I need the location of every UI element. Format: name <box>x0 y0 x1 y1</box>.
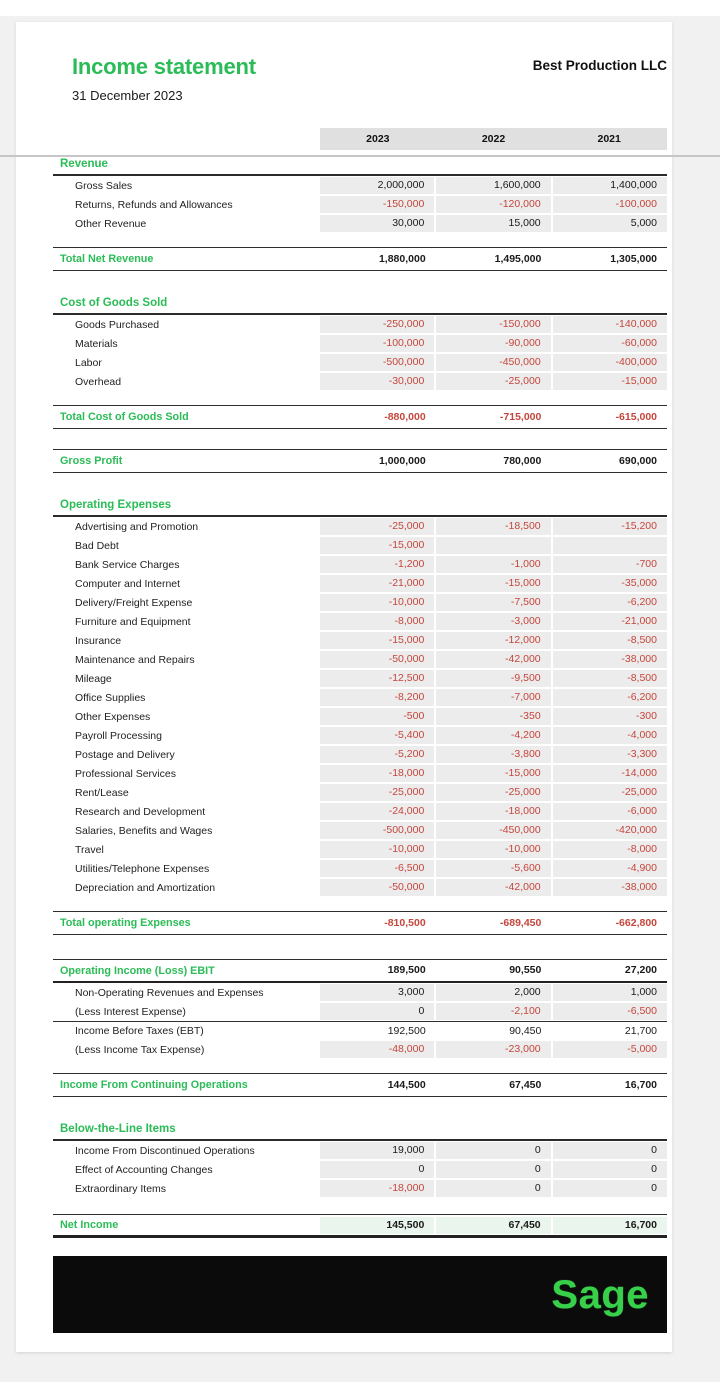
value-cell: -6,000 <box>551 803 667 820</box>
row-values <box>320 1215 667 1235</box>
value-cell: -700 <box>551 556 667 573</box>
value-cell: -420,000 <box>551 822 667 839</box>
row-label: Delivery/Freight Expense <box>75 596 193 609</box>
value-cell: -4,000 <box>551 727 667 744</box>
value-cell: -48,000 <box>320 1041 434 1058</box>
value-cell: -810,500 <box>384 916 426 929</box>
value-cell: -21,000 <box>551 613 667 630</box>
value-cell: -8,000 <box>320 613 434 630</box>
value-cell: 144,500 <box>387 1078 426 1091</box>
row-values <box>320 517 667 536</box>
top-strip <box>0 0 720 16</box>
row-values <box>320 574 667 593</box>
value-cell: -2,100 <box>434 1003 550 1020</box>
row-label: Materials <box>75 337 118 350</box>
row-label: (Less Income Tax Expense) <box>75 1043 205 1056</box>
value-cell: 145,500 <box>320 1217 434 1234</box>
value-cell: -500,000 <box>320 354 434 371</box>
statement-row <box>53 745 667 764</box>
value-cell: -35,000 <box>551 575 667 592</box>
statement-row <box>53 195 667 214</box>
year-column-2022: 2022 <box>481 133 506 145</box>
value-cell: -12,500 <box>320 670 434 687</box>
year-column-2023: 2023 <box>366 133 390 145</box>
statement-row <box>53 911 667 935</box>
row-label: Furniture and Equipment <box>75 615 191 628</box>
row-label: Mileage <box>75 672 112 685</box>
value-cell: -3,800 <box>434 746 550 763</box>
value-cell: -10,000 <box>320 594 434 611</box>
value-cell: 0 <box>551 1180 667 1197</box>
statement-row <box>53 214 667 233</box>
value-cell: -50,000 <box>320 651 434 668</box>
value-cell: -400,000 <box>551 354 667 371</box>
value-cell: -23,000 <box>434 1041 550 1058</box>
value-cell: 3,000 <box>320 984 434 1001</box>
row-label: Extraordinary Items <box>75 1182 167 1195</box>
row-values <box>320 878 667 897</box>
statement-row <box>53 1021 667 1040</box>
row-values <box>320 214 667 233</box>
value-cell: 1,600,000 <box>434 177 550 194</box>
row-values <box>320 983 667 1002</box>
row-label: Professional Services <box>75 767 176 780</box>
value-cell: 690,000 <box>619 454 658 467</box>
statement-row <box>53 726 667 745</box>
value-cell: -4,200 <box>434 727 550 744</box>
row-label: Total operating Expenses <box>60 917 191 929</box>
row-values <box>320 821 667 840</box>
row-label: Income From Continuing Operations <box>60 1079 248 1091</box>
value-cell: -880,000 <box>384 410 426 423</box>
row-values <box>320 612 667 631</box>
value-cell: -9,500 <box>434 670 550 687</box>
row-values <box>320 372 667 391</box>
value-cell: -250,000 <box>320 316 434 333</box>
value-cell: 16,700 <box>624 1078 658 1091</box>
row-values <box>320 1179 667 1198</box>
value-cell: -8,500 <box>551 632 667 649</box>
value-cell: -10,000 <box>320 841 434 858</box>
value-cell: 0 <box>551 1161 667 1178</box>
value-cell: 90,450 <box>509 1024 542 1037</box>
row-label: Depreciation and Amortization <box>75 881 216 894</box>
row-label: Income Before Taxes (EBT) <box>75 1025 204 1037</box>
statement-row <box>53 517 667 536</box>
row-label: Rent/Lease <box>75 786 129 799</box>
statement-row <box>53 574 667 593</box>
page-divider-line <box>0 155 720 157</box>
value-cell: -5,000 <box>551 1041 667 1058</box>
row-values <box>320 764 667 783</box>
value-cell: 1,495,000 <box>494 252 542 265</box>
row-values <box>320 669 667 688</box>
row-label: Non-Operating Revenues and Expenses <box>75 986 264 999</box>
value-cell: -689,450 <box>499 916 542 929</box>
row-label: Net Income <box>60 1219 119 1231</box>
statement-row <box>53 176 667 195</box>
value-cell: 192,500 <box>387 1024 426 1037</box>
income-statement-document <box>16 22 672 1352</box>
value-cell: -5,600 <box>434 860 550 877</box>
row-values <box>320 840 667 859</box>
row-values <box>320 802 667 821</box>
value-cell: -25,000 <box>434 373 550 390</box>
statement-row <box>53 707 667 726</box>
row-label: Advertising and Promotion <box>75 520 199 533</box>
statement-row <box>53 372 667 391</box>
value-cell: -350 <box>434 708 550 725</box>
row-label: Salaries, Benefits and Wages <box>75 824 213 837</box>
value-cell: 5,000 <box>551 215 667 232</box>
value-cell: -15,000 <box>551 373 667 390</box>
statement-sections <box>53 158 667 1238</box>
value-cell: -25,000 <box>320 518 434 535</box>
row-values <box>320 859 667 878</box>
statement-row <box>53 959 667 983</box>
statement-row <box>53 536 667 555</box>
value-cell: 90,550 <box>509 964 542 976</box>
value-cell: 780,000 <box>503 454 542 467</box>
value-cell: 1,000 <box>551 984 667 1001</box>
value-cell: -715,000 <box>499 410 542 423</box>
value-cell: -24,000 <box>320 803 434 820</box>
year-column-2021: 2021 <box>597 133 621 145</box>
row-values <box>320 745 667 764</box>
value-cell: 1,305,000 <box>610 252 658 265</box>
value-cell: 21,700 <box>624 1024 658 1037</box>
row-values <box>320 334 667 353</box>
value-cell: -662,800 <box>615 916 658 929</box>
value-cell: -150,000 <box>434 316 550 333</box>
value-cell: -8,500 <box>551 670 667 687</box>
value-cell: 19,000 <box>320 1142 434 1159</box>
value-cell: -7,000 <box>434 689 550 706</box>
row-values <box>320 688 667 707</box>
row-values <box>320 726 667 745</box>
value-cell: -42,000 <box>434 879 550 896</box>
row-values <box>320 631 667 650</box>
company-name: Best Production LLC <box>532 58 667 73</box>
statement-row <box>53 688 667 707</box>
value-cell: -42,000 <box>434 651 550 668</box>
value-cell: 0 <box>551 1142 667 1159</box>
statement-row <box>53 631 667 650</box>
row-values <box>320 536 667 555</box>
value-cell: -450,000 <box>434 354 550 371</box>
row-values <box>320 650 667 669</box>
value-cell: 0 <box>434 1161 550 1178</box>
value-cell: -15,000 <box>320 537 434 554</box>
section-operating-expenses <box>53 499 667 935</box>
row-label: Utilities/Telephone Expenses <box>75 862 210 875</box>
value-cell: -5,200 <box>320 746 434 763</box>
value-cell: -8,200 <box>320 689 434 706</box>
statement-row <box>53 878 667 897</box>
row-label: Income From Discontinued Operations <box>75 1144 255 1157</box>
section-heading-revenue: Revenue <box>53 158 667 176</box>
row-values <box>320 1040 667 1059</box>
value-cell: -300 <box>551 708 667 725</box>
row-values <box>320 353 667 372</box>
value-cell: -8,000 <box>551 841 667 858</box>
statement-row <box>53 859 667 878</box>
value-cell: 0 <box>434 1180 550 1197</box>
value-cell: 2,000,000 <box>320 177 434 194</box>
value-cell: -4,900 <box>551 860 667 877</box>
statement-row <box>53 353 667 372</box>
value-cell: -30,000 <box>320 373 434 390</box>
row-values <box>320 555 667 574</box>
value-cell: -15,000 <box>320 632 434 649</box>
value-cell: -38,000 <box>551 879 667 896</box>
section-operating-income <box>53 959 667 1097</box>
value-cell: -615,000 <box>615 410 658 423</box>
title-block <box>72 54 256 104</box>
year-header-band <box>320 128 667 150</box>
value-cell: -10,000 <box>434 841 550 858</box>
row-label: Labor <box>75 356 102 369</box>
statement-row <box>53 840 667 859</box>
statement-row <box>53 315 667 334</box>
value-cell: 15,000 <box>434 215 550 232</box>
value-cell <box>551 537 667 554</box>
value-cell: -12,000 <box>434 632 550 649</box>
value-cell: -450,000 <box>434 822 550 839</box>
row-label: Operating Income (Loss) EBIT <box>60 964 215 977</box>
value-cell: -25,000 <box>320 784 434 801</box>
statement-row <box>53 821 667 840</box>
year-header-spacer <box>53 128 320 150</box>
value-cell: -100,000 <box>320 335 434 352</box>
statement-row <box>53 612 667 631</box>
sage-logo: Sage <box>551 1272 649 1317</box>
value-cell: -38,000 <box>551 651 667 668</box>
statement-row <box>53 802 667 821</box>
row-values <box>320 248 667 270</box>
value-cell: -15,000 <box>434 765 550 782</box>
row-label: (Less Interest Expense) <box>75 1005 186 1018</box>
row-label: Bank Service Charges <box>75 558 180 571</box>
value-cell: -120,000 <box>434 196 550 213</box>
section-heading-cost-of-goods-sold: Cost of Goods Sold <box>53 297 667 315</box>
row-values <box>320 450 667 472</box>
row-label: Goods Purchased <box>75 318 160 331</box>
value-cell: -7,500 <box>434 594 550 611</box>
value-cell: 1,880,000 <box>378 252 426 265</box>
statement-row <box>53 983 667 1002</box>
statement-row <box>53 593 667 612</box>
value-cell: -18,000 <box>320 1180 434 1197</box>
row-values <box>320 783 667 802</box>
statement-row <box>53 555 667 574</box>
statement-row <box>53 669 667 688</box>
value-cell: -18,000 <box>434 803 550 820</box>
statement-row <box>53 1040 667 1059</box>
value-cell: -3,300 <box>551 746 667 763</box>
statement-row <box>53 1073 667 1097</box>
row-label: Other Expenses <box>75 710 151 723</box>
statement-row <box>53 1141 667 1160</box>
value-cell: -150,000 <box>320 196 434 213</box>
row-label: Gross Profit <box>60 455 123 467</box>
row-values <box>320 406 667 428</box>
row-label: Office Supplies <box>75 691 146 704</box>
statement-row <box>53 247 667 271</box>
value-cell: -1,200 <box>320 556 434 573</box>
row-values <box>320 593 667 612</box>
row-values <box>320 1022 667 1040</box>
value-cell: -25,000 <box>551 784 667 801</box>
value-cell: -18,500 <box>434 518 550 535</box>
value-cell: 1,400,000 <box>551 177 667 194</box>
value-cell: 189,500 <box>387 964 426 976</box>
value-cell: -100,000 <box>551 196 667 213</box>
statement-row <box>53 1214 667 1238</box>
value-cell: -15,000 <box>434 575 550 592</box>
row-label: Overhead <box>75 375 122 388</box>
value-cell: 16,700 <box>551 1217 667 1234</box>
value-cell: 1,000,000 <box>378 454 426 467</box>
year-header-row <box>53 128 667 150</box>
value-cell: -140,000 <box>551 316 667 333</box>
value-cell: 67,450 <box>434 1217 550 1234</box>
value-cell: -90,000 <box>434 335 550 352</box>
value-cell: -25,000 <box>434 784 550 801</box>
value-cell: -6,200 <box>551 689 667 706</box>
value-cell <box>434 537 550 554</box>
section-heading-below-the-line-items: Below-the-Line Items <box>53 1123 667 1141</box>
row-label: Insurance <box>75 634 122 647</box>
statement-row <box>53 1002 667 1021</box>
row-label: Other Revenue <box>75 217 147 230</box>
statement-row <box>53 783 667 802</box>
statement-row <box>53 1160 667 1179</box>
value-cell: -50,000 <box>320 879 434 896</box>
value-cell: -18,000 <box>320 765 434 782</box>
row-label: Postage and Delivery <box>75 748 175 761</box>
row-values <box>320 707 667 726</box>
row-label: Effect of Accounting Changes <box>75 1163 213 1176</box>
row-values <box>320 960 667 981</box>
section-revenue <box>53 158 667 271</box>
value-cell: -500,000 <box>320 822 434 839</box>
statement-row <box>53 405 667 429</box>
value-cell: -6,500 <box>551 1003 667 1020</box>
value-cell: -1,000 <box>434 556 550 573</box>
value-cell: 0 <box>320 1003 434 1020</box>
value-cell: -6,200 <box>551 594 667 611</box>
row-label: Returns, Refunds and Allowances <box>75 198 233 211</box>
value-cell: -14,000 <box>551 765 667 782</box>
footer-bar <box>53 1256 667 1333</box>
value-cell: -21,000 <box>320 575 434 592</box>
row-values <box>320 912 667 934</box>
statement-row <box>53 650 667 669</box>
statement-date: 31 December 2023 <box>72 88 183 103</box>
row-values <box>320 315 667 334</box>
row-values <box>320 1002 667 1021</box>
section-below-the-line-items <box>53 1123 667 1238</box>
row-label: Bad Debt <box>75 539 119 552</box>
row-label: Total Net Revenue <box>60 253 154 265</box>
value-cell: -5,400 <box>320 727 434 744</box>
value-cell: -500 <box>320 708 434 725</box>
section-cost-of-goods-sold <box>53 297 667 473</box>
row-values <box>320 1141 667 1160</box>
row-values <box>320 1074 667 1096</box>
row-label: Travel <box>75 843 104 856</box>
value-cell: 0 <box>320 1161 434 1178</box>
value-cell: 67,450 <box>509 1078 542 1091</box>
row-values <box>320 176 667 195</box>
value-cell: -6,500 <box>320 860 434 877</box>
section-heading-operating-expenses: Operating Expenses <box>53 499 667 517</box>
row-values <box>320 1160 667 1179</box>
row-label: Maintenance and Repairs <box>75 653 195 666</box>
statement-row <box>53 334 667 353</box>
statement-row <box>53 449 667 473</box>
value-cell: 30,000 <box>320 215 434 232</box>
row-label: Total Cost of Goods Sold <box>60 411 189 423</box>
value-cell: 27,200 <box>624 964 658 976</box>
row-label: Computer and Internet <box>75 577 181 590</box>
statement-row <box>53 764 667 783</box>
value-cell: 0 <box>434 1142 550 1159</box>
value-cell: 2,000 <box>434 984 550 1001</box>
value-cell: -3,000 <box>434 613 550 630</box>
document-header <box>72 54 667 104</box>
row-values <box>320 195 667 214</box>
row-label: Payroll Processing <box>75 729 162 742</box>
value-cell: -60,000 <box>551 335 667 352</box>
row-label: Research and Development <box>75 805 206 818</box>
row-label: Gross Sales <box>75 179 133 192</box>
value-cell: -15,200 <box>551 518 667 535</box>
statement-row <box>53 1179 667 1198</box>
page-title: Income statement <box>72 54 256 79</box>
